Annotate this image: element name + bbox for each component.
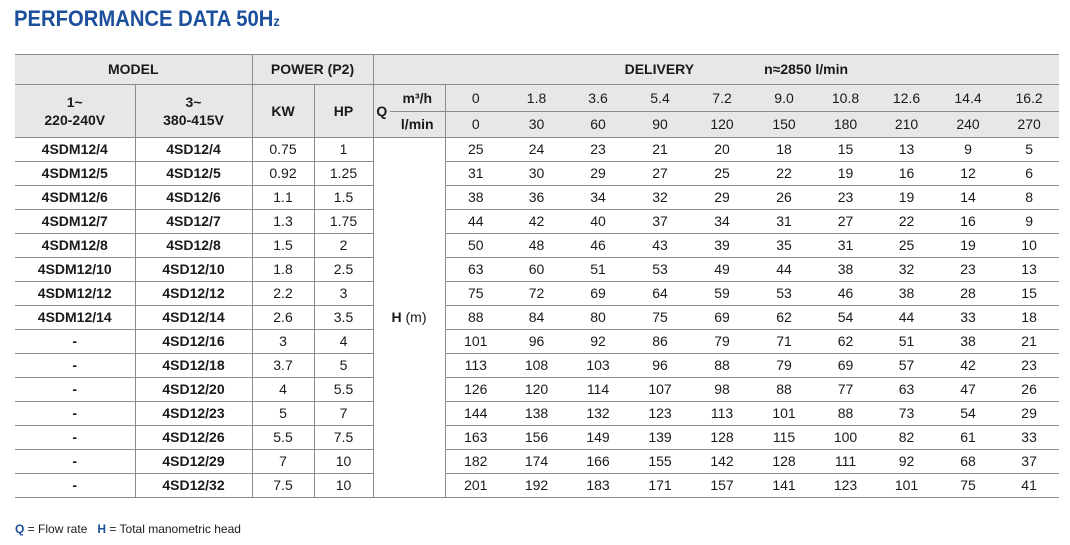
head-value: 139 xyxy=(629,426,691,450)
head-value: 53 xyxy=(753,282,815,306)
head-value: 62 xyxy=(815,330,876,354)
head-value: 6 xyxy=(999,162,1059,186)
head-value: 84 xyxy=(506,306,567,330)
head-value: 46 xyxy=(815,282,876,306)
head-value: 108 xyxy=(506,354,567,378)
head-value: 123 xyxy=(629,402,691,426)
head-value: 61 xyxy=(937,426,999,450)
single-phase-header xyxy=(15,85,135,138)
head-value: 69 xyxy=(691,306,753,330)
table-row xyxy=(15,354,1059,378)
head-value: 48 xyxy=(506,234,567,258)
flow-m3h-value: 7.2 xyxy=(691,85,753,112)
head-value: 31 xyxy=(815,234,876,258)
head-value: 113 xyxy=(691,402,753,426)
table-row xyxy=(15,210,1059,234)
head-value: 171 xyxy=(629,474,691,498)
head-value: 60 xyxy=(506,258,567,282)
head-value: 163 xyxy=(445,426,506,450)
model-single-phase: 4SDM12/7 xyxy=(15,210,135,234)
model-three-phase: 4SD12/26 xyxy=(135,426,252,450)
model-three-phase: 4SD12/18 xyxy=(135,354,252,378)
head-value: 156 xyxy=(506,426,567,450)
head-value: 47 xyxy=(937,378,999,402)
head-value: 9 xyxy=(937,138,999,162)
head-value: 29 xyxy=(999,402,1059,426)
table-row xyxy=(15,306,1059,330)
table-row xyxy=(15,426,1059,450)
power-hp: 1.5 xyxy=(314,186,373,210)
head-value: 24 xyxy=(506,138,567,162)
head-value: 79 xyxy=(691,330,753,354)
head-value: 29 xyxy=(691,186,753,210)
power-kw: 1.1 xyxy=(252,186,314,210)
head-value: 38 xyxy=(815,258,876,282)
power-kw: 2.6 xyxy=(252,306,314,330)
table-row xyxy=(15,378,1059,402)
head-value: 113 xyxy=(445,354,506,378)
head-value: 63 xyxy=(445,258,506,282)
head-value: 86 xyxy=(629,330,691,354)
head-value: 35 xyxy=(753,234,815,258)
three-phase-header xyxy=(135,85,252,138)
three-phase-voltage: 380-415V xyxy=(163,112,224,128)
head-value: 21 xyxy=(629,138,691,162)
head-value: 31 xyxy=(445,162,506,186)
table-row xyxy=(15,162,1059,186)
model-three-phase: 4SD12/20 xyxy=(135,378,252,402)
model-single-phase: 4SDM12/5 xyxy=(15,162,135,186)
head-value: 62 xyxy=(753,306,815,330)
head-value: 36 xyxy=(506,186,567,210)
power-kw: 1.5 xyxy=(252,234,314,258)
head-value: 59 xyxy=(691,282,753,306)
model-single-phase: 4SDM12/12 xyxy=(15,282,135,306)
head-value: 38 xyxy=(445,186,506,210)
model-single-phase: 4SDM12/4 xyxy=(15,138,135,162)
power-hp: 7 xyxy=(314,402,373,426)
flow-m3h-value: 1.8 xyxy=(506,85,567,112)
flow-lmin-value: 240 xyxy=(937,112,999,138)
head-value: 49 xyxy=(691,258,753,282)
head-value: 123 xyxy=(815,474,876,498)
flow-lmin-value: 90 xyxy=(629,112,691,138)
model-single-phase: - xyxy=(15,354,135,378)
head-value: 50 xyxy=(445,234,506,258)
power-hp: 3 xyxy=(314,282,373,306)
head-value: 88 xyxy=(445,306,506,330)
table-row xyxy=(15,474,1059,498)
q-unit-lmin: l/min xyxy=(390,112,445,138)
page-title: PERFORMANCE DATA 50Hz xyxy=(14,6,280,31)
model-three-phase: 4SD12/8 xyxy=(135,234,252,258)
head-value: 157 xyxy=(691,474,753,498)
head-value: 9 xyxy=(999,210,1059,234)
head-value: 54 xyxy=(937,402,999,426)
model-three-phase: 4SD12/7 xyxy=(135,210,252,234)
head-label-cell xyxy=(373,138,445,498)
head-value: 98 xyxy=(691,378,753,402)
head-value: 166 xyxy=(567,450,629,474)
head-value: 149 xyxy=(567,426,629,450)
head-value: 25 xyxy=(691,162,753,186)
head-value: 128 xyxy=(691,426,753,450)
head-value: 21 xyxy=(999,330,1059,354)
head-value: 142 xyxy=(691,450,753,474)
power-hp: 1.25 xyxy=(314,162,373,186)
head-value: 92 xyxy=(876,450,937,474)
model-three-phase: 4SD12/10 xyxy=(135,258,252,282)
model-header: MODEL xyxy=(15,55,252,85)
head-value: 44 xyxy=(445,210,506,234)
head-value: 27 xyxy=(815,210,876,234)
head-value: 96 xyxy=(629,354,691,378)
head-value: 40 xyxy=(567,210,629,234)
power-kw: 2.2 xyxy=(252,282,314,306)
head-value: 73 xyxy=(876,402,937,426)
performance-table xyxy=(15,54,1059,498)
head-value: 88 xyxy=(753,378,815,402)
table-row xyxy=(15,402,1059,426)
model-three-phase: 4SD12/6 xyxy=(135,186,252,210)
speed-label: n≈2850 l/min xyxy=(764,61,849,77)
head-value: 38 xyxy=(937,330,999,354)
flow-lmin-value: 270 xyxy=(999,112,1059,138)
table-row xyxy=(15,186,1059,210)
head-value: 18 xyxy=(999,306,1059,330)
head-value: 72 xyxy=(506,282,567,306)
head-value: 114 xyxy=(567,378,629,402)
power-hp: 2.5 xyxy=(314,258,373,282)
power-kw: 3 xyxy=(252,330,314,354)
power-kw: 7.5 xyxy=(252,474,314,498)
head-value: 80 xyxy=(567,306,629,330)
head-value: 132 xyxy=(567,402,629,426)
single-phase-symbol: 1~ xyxy=(66,94,83,110)
head-value: 51 xyxy=(876,330,937,354)
delivery-header xyxy=(373,55,1059,85)
model-single-phase: - xyxy=(15,450,135,474)
head-value: 63 xyxy=(876,378,937,402)
flow-lmin-value: 120 xyxy=(691,112,753,138)
head-value: 30 xyxy=(506,162,567,186)
table-row xyxy=(15,258,1059,282)
head-value: 92 xyxy=(567,330,629,354)
legend-h-key: H xyxy=(97,522,107,536)
head-value: 75 xyxy=(445,282,506,306)
head-value: 100 xyxy=(815,426,876,450)
legend-h-text: = Total manometric head xyxy=(106,522,241,536)
flow-m3h-value: 9.0 xyxy=(753,85,815,112)
head-value: 69 xyxy=(567,282,629,306)
model-single-phase: - xyxy=(15,426,135,450)
model-single-phase: 4SDM12/14 xyxy=(15,306,135,330)
head-value: 182 xyxy=(445,450,506,474)
table-row xyxy=(15,450,1059,474)
head-value: 23 xyxy=(937,258,999,282)
head-value: 88 xyxy=(691,354,753,378)
model-single-phase: 4SDM12/6 xyxy=(15,186,135,210)
table-row xyxy=(15,282,1059,306)
head-value: 57 xyxy=(876,354,937,378)
head-value: 71 xyxy=(753,330,815,354)
head-value: 155 xyxy=(629,450,691,474)
head-value: 82 xyxy=(876,426,937,450)
head-value: 16 xyxy=(937,210,999,234)
model-three-phase: 4SD12/23 xyxy=(135,402,252,426)
head-value: 31 xyxy=(753,210,815,234)
head-value: 39 xyxy=(691,234,753,258)
head-value: 19 xyxy=(937,234,999,258)
head-value: 22 xyxy=(753,162,815,186)
flow-lmin-value: 30 xyxy=(506,112,567,138)
power-kw: 4 xyxy=(252,378,314,402)
head-value: 54 xyxy=(815,306,876,330)
head-value: 192 xyxy=(506,474,567,498)
power-header: POWER (P2) xyxy=(252,55,373,85)
head-value: 201 xyxy=(445,474,506,498)
legend-q-key: Q xyxy=(15,522,25,536)
head-value: 33 xyxy=(999,426,1059,450)
table-row xyxy=(15,138,1059,162)
model-three-phase: 4SD12/12 xyxy=(135,282,252,306)
delivery-label: DELIVERY xyxy=(624,61,695,77)
head-value: 10 xyxy=(999,234,1059,258)
head-value: 64 xyxy=(629,282,691,306)
head-value: 25 xyxy=(445,138,506,162)
flow-lmin-value: 180 xyxy=(815,112,876,138)
head-value: 32 xyxy=(629,186,691,210)
head-value: 18 xyxy=(753,138,815,162)
head-value: 34 xyxy=(691,210,753,234)
table-row xyxy=(15,234,1059,258)
head-value: 15 xyxy=(999,282,1059,306)
head-value: 75 xyxy=(629,306,691,330)
head-value: 26 xyxy=(999,378,1059,402)
head-value: 128 xyxy=(753,450,815,474)
flow-lmin-value: 60 xyxy=(567,112,629,138)
head-value: 51 xyxy=(567,258,629,282)
head-value: 174 xyxy=(506,450,567,474)
flow-lmin-value: 210 xyxy=(876,112,937,138)
head-label: H xyxy=(391,309,402,325)
three-phase-symbol: 3~ xyxy=(185,94,202,110)
head-value: 96 xyxy=(506,330,567,354)
head-value: 23 xyxy=(567,138,629,162)
head-value: 15 xyxy=(815,138,876,162)
power-kw: 5 xyxy=(252,402,314,426)
head-value: 107 xyxy=(629,378,691,402)
head-value: 19 xyxy=(876,186,937,210)
head-value: 53 xyxy=(629,258,691,282)
head-value: 138 xyxy=(506,402,567,426)
table-row xyxy=(15,330,1059,354)
power-hp: 1 xyxy=(314,138,373,162)
head-value: 22 xyxy=(876,210,937,234)
head-value: 26 xyxy=(753,186,815,210)
head-value: 115 xyxy=(753,426,815,450)
head-value: 12 xyxy=(937,162,999,186)
head-value: 32 xyxy=(876,258,937,282)
single-phase-voltage: 220-240V xyxy=(44,112,106,128)
power-kw: 1.3 xyxy=(252,210,314,234)
head-value: 69 xyxy=(815,354,876,378)
model-three-phase: 4SD12/16 xyxy=(135,330,252,354)
head-value: 20 xyxy=(691,138,753,162)
head-value: 88 xyxy=(815,402,876,426)
flow-m3h-value: 12.6 xyxy=(876,85,937,112)
model-single-phase: - xyxy=(15,378,135,402)
head-value: 144 xyxy=(445,402,506,426)
legend-q-text: = Flow rate xyxy=(24,522,88,536)
power-hp: 1.75 xyxy=(314,210,373,234)
title-unit-subscript: z xyxy=(273,13,280,29)
head-value: 44 xyxy=(753,258,815,282)
head-value: 126 xyxy=(445,378,506,402)
head-value: 23 xyxy=(999,354,1059,378)
head-value: 33 xyxy=(937,306,999,330)
head-value: 23 xyxy=(815,186,876,210)
head-value: 44 xyxy=(876,306,937,330)
power-kw: 0.75 xyxy=(252,138,314,162)
power-kw: 0.92 xyxy=(252,162,314,186)
power-kw: 1.8 xyxy=(252,258,314,282)
power-hp: 5 xyxy=(314,354,373,378)
kw-header: KW xyxy=(252,85,314,138)
flow-lmin-value: 150 xyxy=(753,112,815,138)
head-value: 34 xyxy=(567,186,629,210)
flow-m3h-value: 16.2 xyxy=(999,85,1059,112)
flow-m3h-value: 3.6 xyxy=(567,85,629,112)
head-value: 77 xyxy=(815,378,876,402)
power-hp: 7.5 xyxy=(314,426,373,450)
flow-m3h-value: 10.8 xyxy=(815,85,876,112)
power-hp: 5.5 xyxy=(314,378,373,402)
power-hp: 4 xyxy=(314,330,373,354)
model-single-phase: - xyxy=(15,330,135,354)
flow-lmin-value: 0 xyxy=(445,112,506,138)
head-value: 13 xyxy=(876,138,937,162)
power-kw: 5.5 xyxy=(252,426,314,450)
q-letter: Q xyxy=(373,85,390,138)
model-single-phase: 4SDM12/10 xyxy=(15,258,135,282)
power-hp: 10 xyxy=(314,450,373,474)
head-value: 183 xyxy=(567,474,629,498)
model-single-phase: 4SDM12/8 xyxy=(15,234,135,258)
head-value: 68 xyxy=(937,450,999,474)
head-value: 5 xyxy=(999,138,1059,162)
head-value: 13 xyxy=(999,258,1059,282)
head-value: 19 xyxy=(815,162,876,186)
header-row-2 xyxy=(15,85,1059,112)
head-value: 75 xyxy=(937,474,999,498)
power-hp: 10 xyxy=(314,474,373,498)
head-value: 8 xyxy=(999,186,1059,210)
model-single-phase: - xyxy=(15,402,135,426)
head-unit: (m) xyxy=(405,309,427,325)
head-value: 111 xyxy=(815,450,876,474)
head-value: 42 xyxy=(937,354,999,378)
head-value: 79 xyxy=(753,354,815,378)
flow-m3h-value: 5.4 xyxy=(629,85,691,112)
flow-m3h-value: 14.4 xyxy=(937,85,999,112)
head-value: 29 xyxy=(567,162,629,186)
head-value: 38 xyxy=(876,282,937,306)
head-value: 28 xyxy=(937,282,999,306)
header-row-1 xyxy=(15,55,1059,85)
q-unit-m3h: m³/h xyxy=(390,85,445,112)
model-three-phase: 4SD12/4 xyxy=(135,138,252,162)
head-value: 27 xyxy=(629,162,691,186)
head-value: 43 xyxy=(629,234,691,258)
power-kw: 7 xyxy=(252,450,314,474)
head-value: 37 xyxy=(629,210,691,234)
head-value: 101 xyxy=(445,330,506,354)
head-value: 14 xyxy=(937,186,999,210)
model-three-phase: 4SD12/32 xyxy=(135,474,252,498)
legend xyxy=(15,522,241,536)
hp-header: HP xyxy=(314,85,373,138)
head-value: 41 xyxy=(999,474,1059,498)
head-value: 103 xyxy=(567,354,629,378)
head-value: 16 xyxy=(876,162,937,186)
power-kw: 3.7 xyxy=(252,354,314,378)
head-value: 46 xyxy=(567,234,629,258)
model-three-phase: 4SD12/5 xyxy=(135,162,252,186)
model-three-phase: 4SD12/14 xyxy=(135,306,252,330)
flow-m3h-value: 0 xyxy=(445,85,506,112)
head-value: 120 xyxy=(506,378,567,402)
power-hp: 3.5 xyxy=(314,306,373,330)
head-value: 42 xyxy=(506,210,567,234)
head-value: 141 xyxy=(753,474,815,498)
head-value: 101 xyxy=(876,474,937,498)
head-value: 37 xyxy=(999,450,1059,474)
head-value: 101 xyxy=(753,402,815,426)
power-hp: 2 xyxy=(314,234,373,258)
model-single-phase: - xyxy=(15,474,135,498)
head-value: 25 xyxy=(876,234,937,258)
model-three-phase: 4SD12/29 xyxy=(135,450,252,474)
